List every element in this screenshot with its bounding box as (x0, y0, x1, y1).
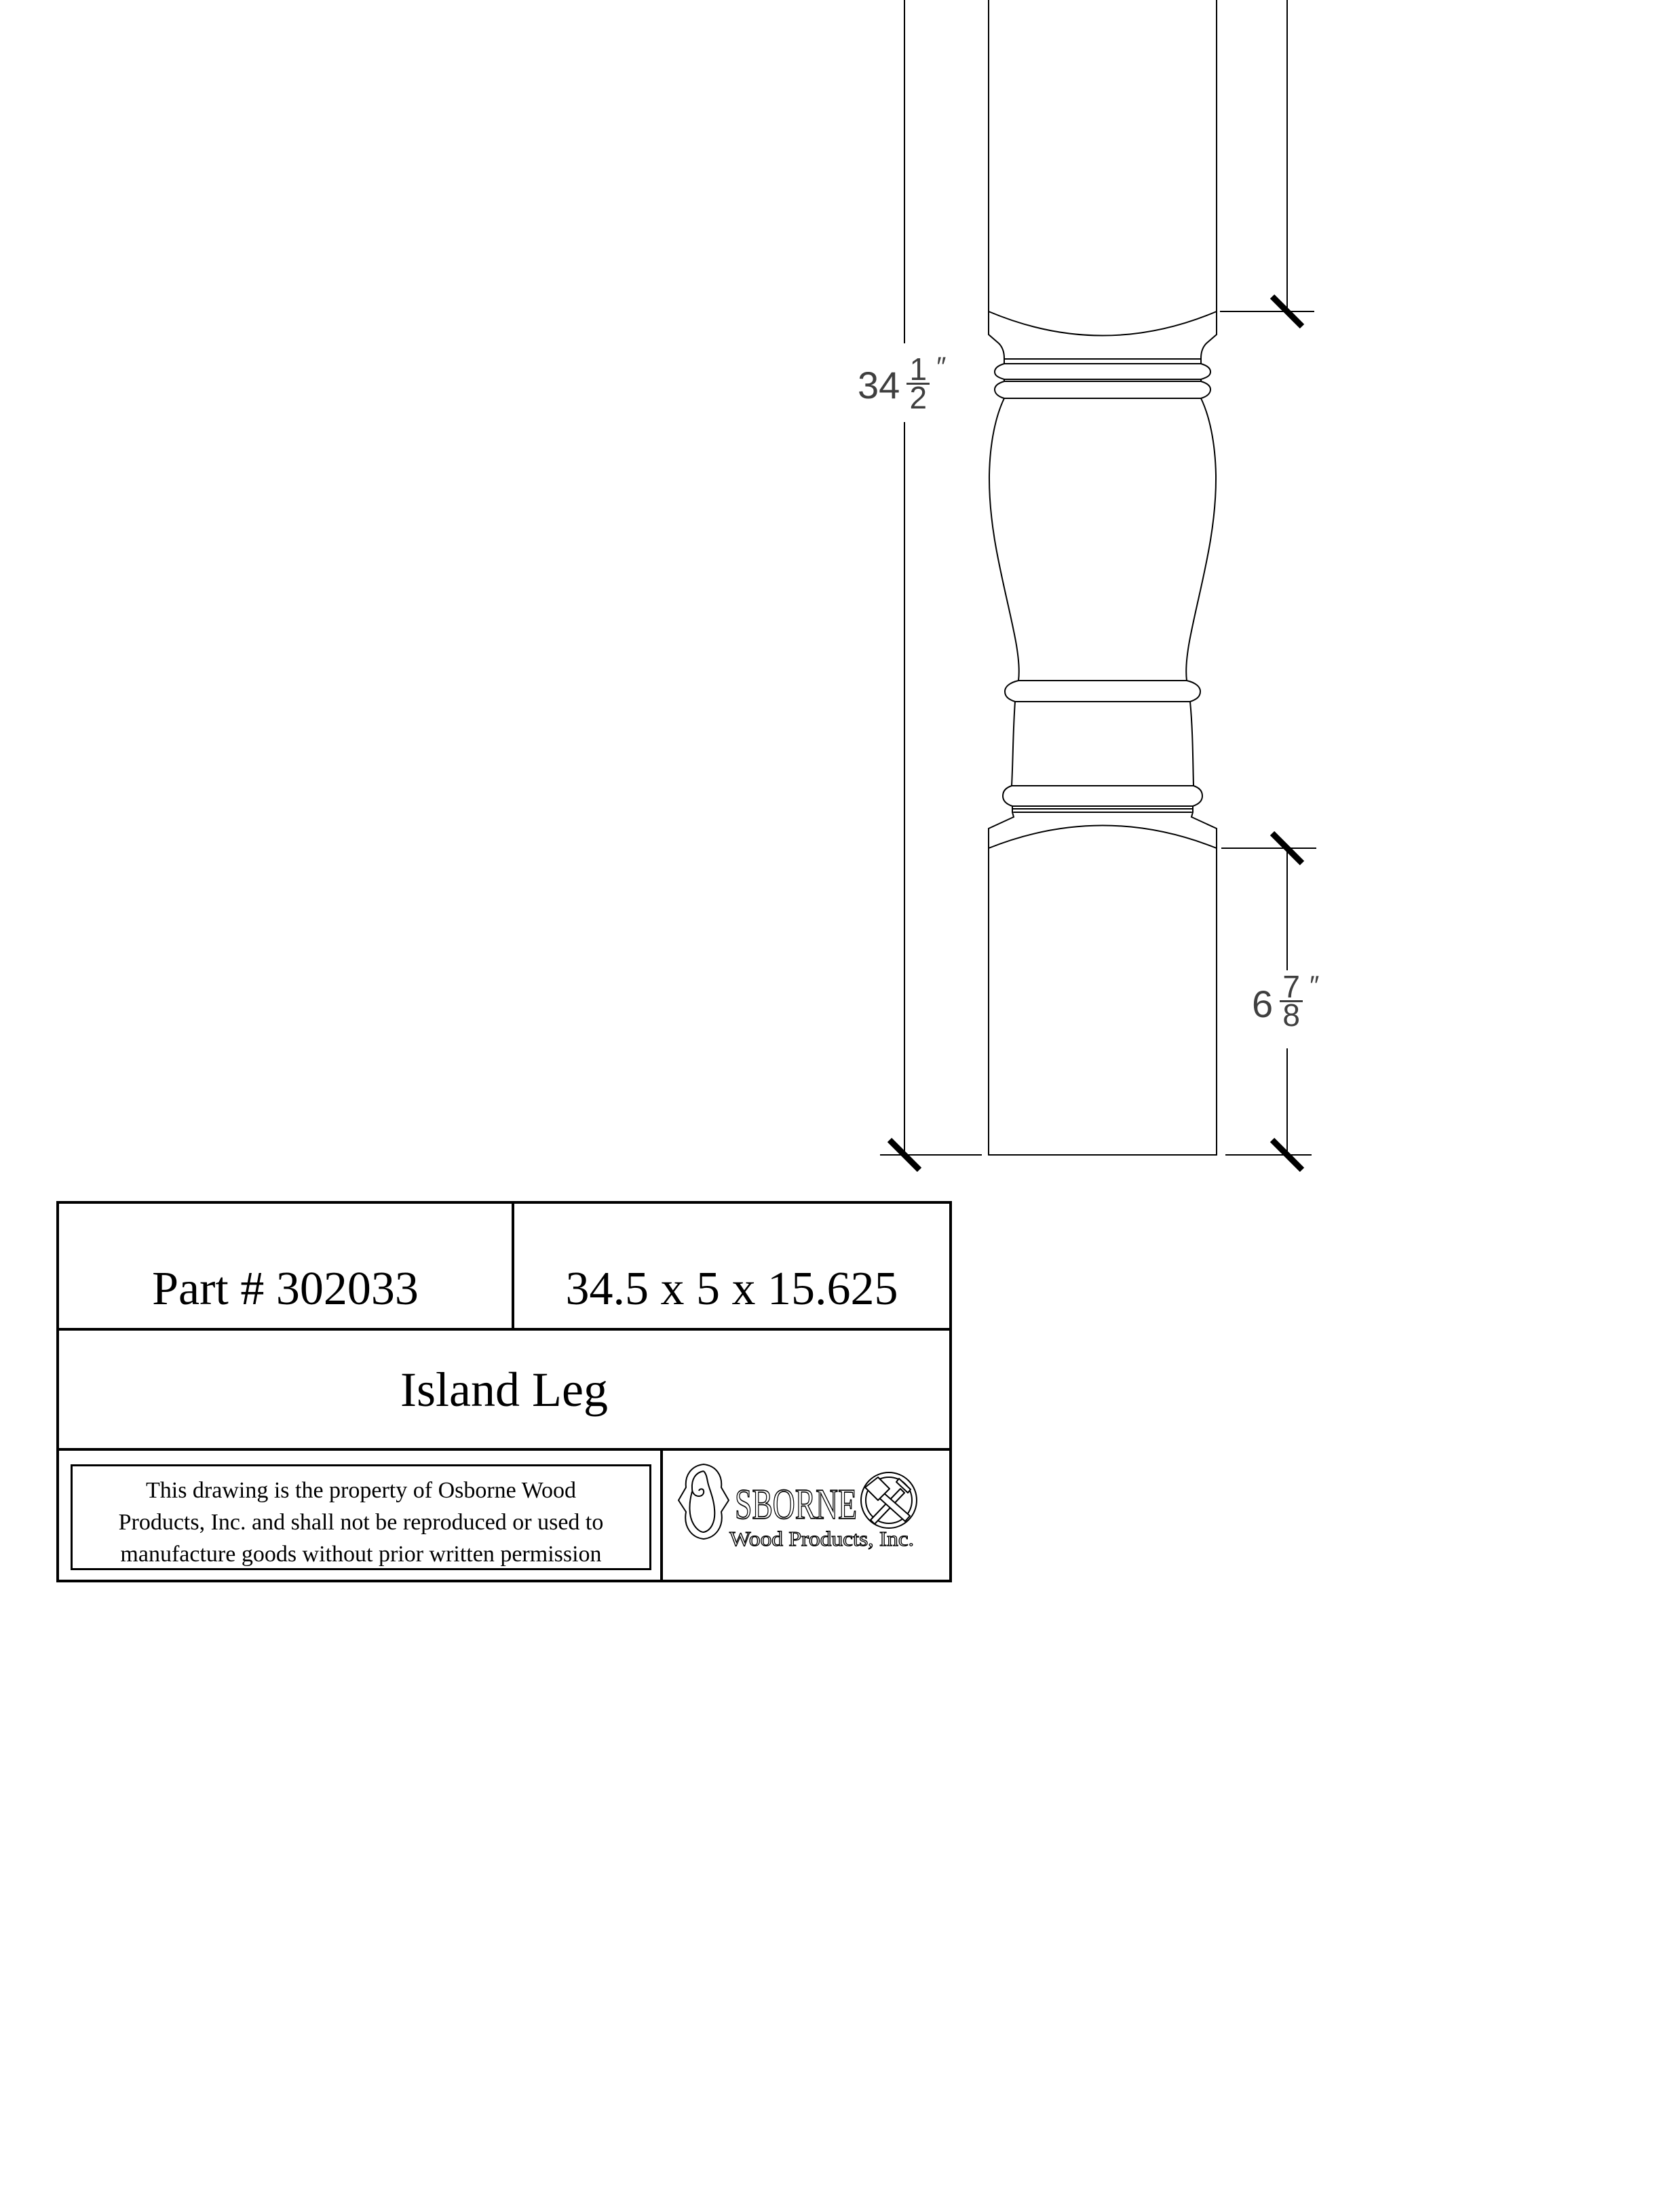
title-block-top-row (59, 1204, 949, 1331)
inch-mark: ″ (1310, 971, 1320, 1001)
neck-ring-lines (1004, 359, 1201, 398)
block-shoulder-arc (989, 826, 1217, 849)
leg-right-edge (1186, 0, 1217, 1155)
inch-mark: ″ (936, 352, 947, 382)
dimension-fraction (904, 351, 932, 415)
logo-wordmark: SBORNE (735, 1480, 857, 1528)
size-dimensions: 34.5 x 5 x 15.625 (565, 1263, 898, 1315)
leg-profile (989, 0, 1217, 1155)
osborne-o-monogram-icon (679, 1464, 729, 1539)
crossed-hammers-emblem-icon (861, 1472, 917, 1528)
dimension-whole-number: 6 (1252, 983, 1274, 1025)
dimension-fraction (1278, 969, 1305, 1033)
osborne-wood-products-logo (676, 1462, 948, 1570)
fraction-numerator: 7 (1282, 969, 1300, 1004)
overall-length-dimension-label (858, 351, 947, 415)
part-number-cell (59, 1204, 514, 1328)
disclaimer-line: manufacture goods without prior written permission (120, 1542, 602, 1567)
logo-subtitle: Wood Products, Inc. (729, 1527, 914, 1550)
disclaimer-line: This drawing is the property of Osborne Wood (145, 1478, 577, 1503)
dimension-tick-icons (890, 297, 1302, 1170)
disclaimer-line: Products, Inc. and shall not be reproduced or used to (118, 1510, 604, 1535)
leg-left-edge (989, 0, 1019, 1155)
title-block-bottom-row (59, 1451, 949, 1580)
part-number: Part # 302033 (152, 1263, 419, 1315)
top-shoulder-arc (989, 311, 1217, 336)
dimension-whole-number: 34 (858, 364, 900, 406)
fraction-numerator: 1 (909, 351, 928, 387)
fraction-denominator: 8 (1282, 997, 1300, 1033)
size-dimensions-cell (514, 1204, 949, 1328)
product-name: Island Leg (400, 1362, 608, 1417)
product-name-cell (59, 1331, 949, 1451)
logo-cell (663, 1451, 949, 1580)
disclaimer-text (71, 1464, 651, 1570)
title-block (56, 1201, 952, 1582)
dimension-lines (880, 0, 1316, 1155)
bottom-square-dimension-label (1252, 969, 1320, 1033)
collar-ring-lines (1012, 681, 1194, 812)
disclaimer-cell (59, 1451, 663, 1580)
fraction-denominator: 2 (909, 380, 928, 415)
